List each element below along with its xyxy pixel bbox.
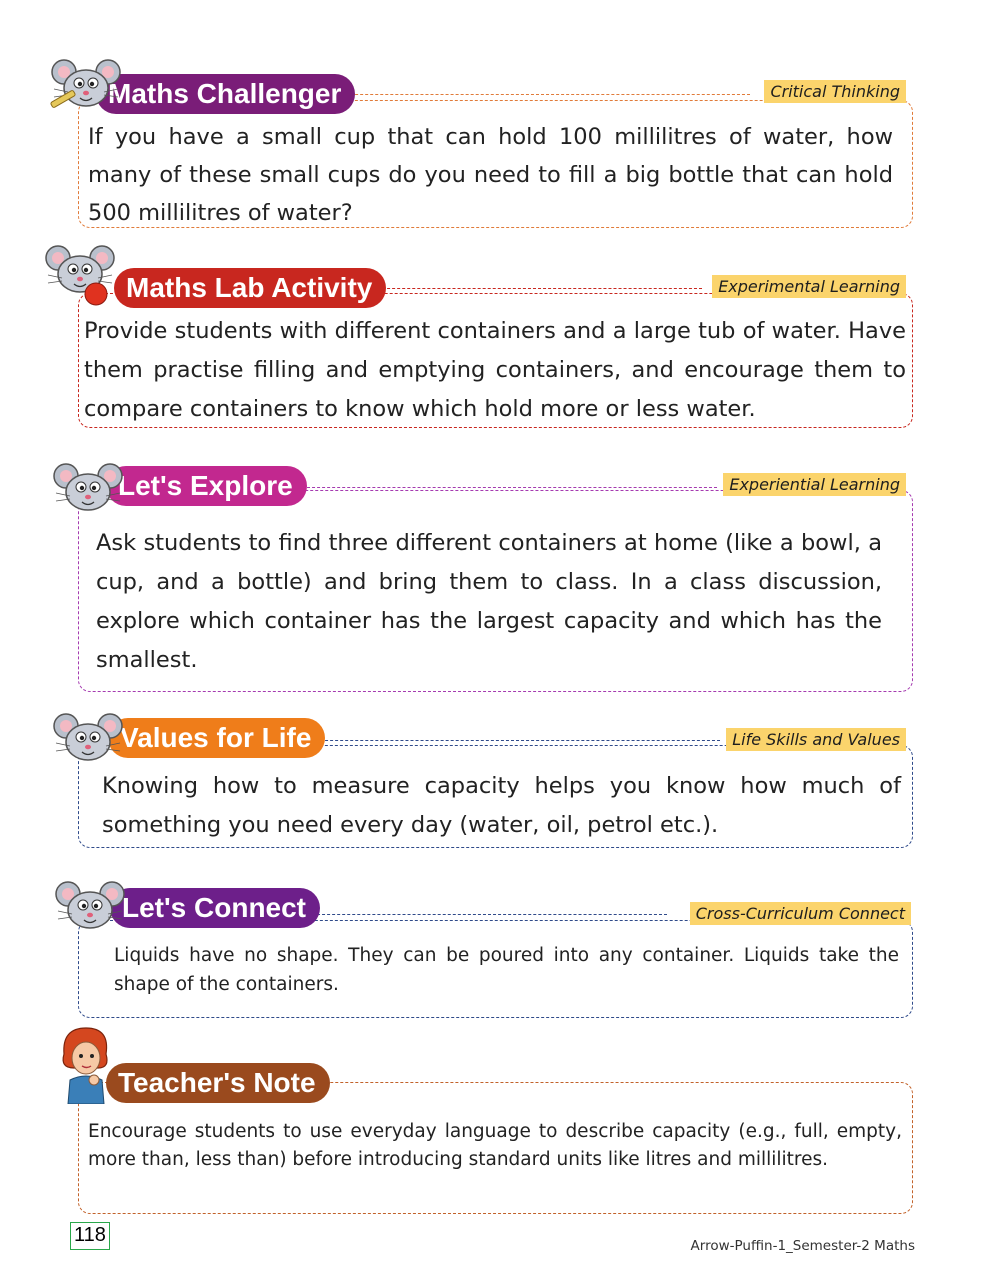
mouse-mascot-icon: [50, 58, 122, 108]
section-title-pill: [114, 268, 386, 308]
section-tag: Experimental Learning: [712, 275, 906, 298]
mouse-mascot-icon: [52, 462, 124, 512]
mouse-mascot-icon: [52, 712, 124, 762]
section-title: Let's Explore: [118, 470, 293, 501]
mouse-mascot-icon: [54, 880, 126, 930]
teacher-character-icon: [54, 1024, 118, 1104]
mouse-mascot-icon: [44, 244, 116, 306]
section-body: If you have a small cup that can hold 100 millilitres of water, how many of these small cups do you need to fill a big bottle that can hold 500 millilitres of water?: [88, 124, 893, 226]
footer-book-title: Arrow-Puffin-1_Semester-2 Maths: [690, 1238, 915, 1254]
header-dashed-line: [302, 487, 717, 488]
header-dashed-line: [310, 740, 720, 741]
section-title-pill: [106, 1063, 330, 1103]
section-title: Teacher's Note: [118, 1067, 316, 1098]
section-title-pill: [106, 466, 307, 506]
header-dashed-line: [330, 94, 750, 95]
section-body: Ask students to find three different containers at home (like a bowl, a cup, and a bottle) and bring them to class. In a class discussion, explore which container has the largest capacity and which has the smallest.: [96, 530, 882, 673]
section-title-pill: [110, 888, 320, 928]
section-title-pill: [108, 718, 325, 758]
section-title: Maths Challenger: [108, 78, 342, 109]
section-title: Values for Life: [120, 722, 312, 753]
page-number: 118: [70, 1222, 110, 1250]
section-tag: Critical Thinking: [764, 80, 906, 103]
section-title: Maths Lab Activity: [126, 272, 373, 303]
section-body: Provide students with different containers and a large tub of water. Have them practise filling and emptying containers, and encourage them to compare containers to know which hold more or less water.: [84, 318, 906, 422]
section-tag: Cross-Curriculum Connect: [690, 902, 911, 925]
section-title: Let's Connect: [122, 892, 307, 923]
section-tag: Experiential Learning: [723, 473, 906, 496]
section-body: Encourage students to use everyday language to describe capacity (e.g., full, empty, more than, less than) before introducing standard units like litres and millilitres.: [88, 1121, 902, 1170]
header-dashed-line: [312, 914, 667, 915]
section-body: Liquids have no shape. They can be poured into any container. Liquids take the shape of the containers.: [114, 945, 899, 995]
section-title-pill: [96, 74, 355, 114]
section-tag: Life Skills and Values: [726, 728, 906, 751]
header-dashed-line: [372, 288, 702, 289]
section-body: Knowing how to measure capacity helps you know how much of something you need every day (water, oil, petrol etc.).: [102, 773, 901, 838]
